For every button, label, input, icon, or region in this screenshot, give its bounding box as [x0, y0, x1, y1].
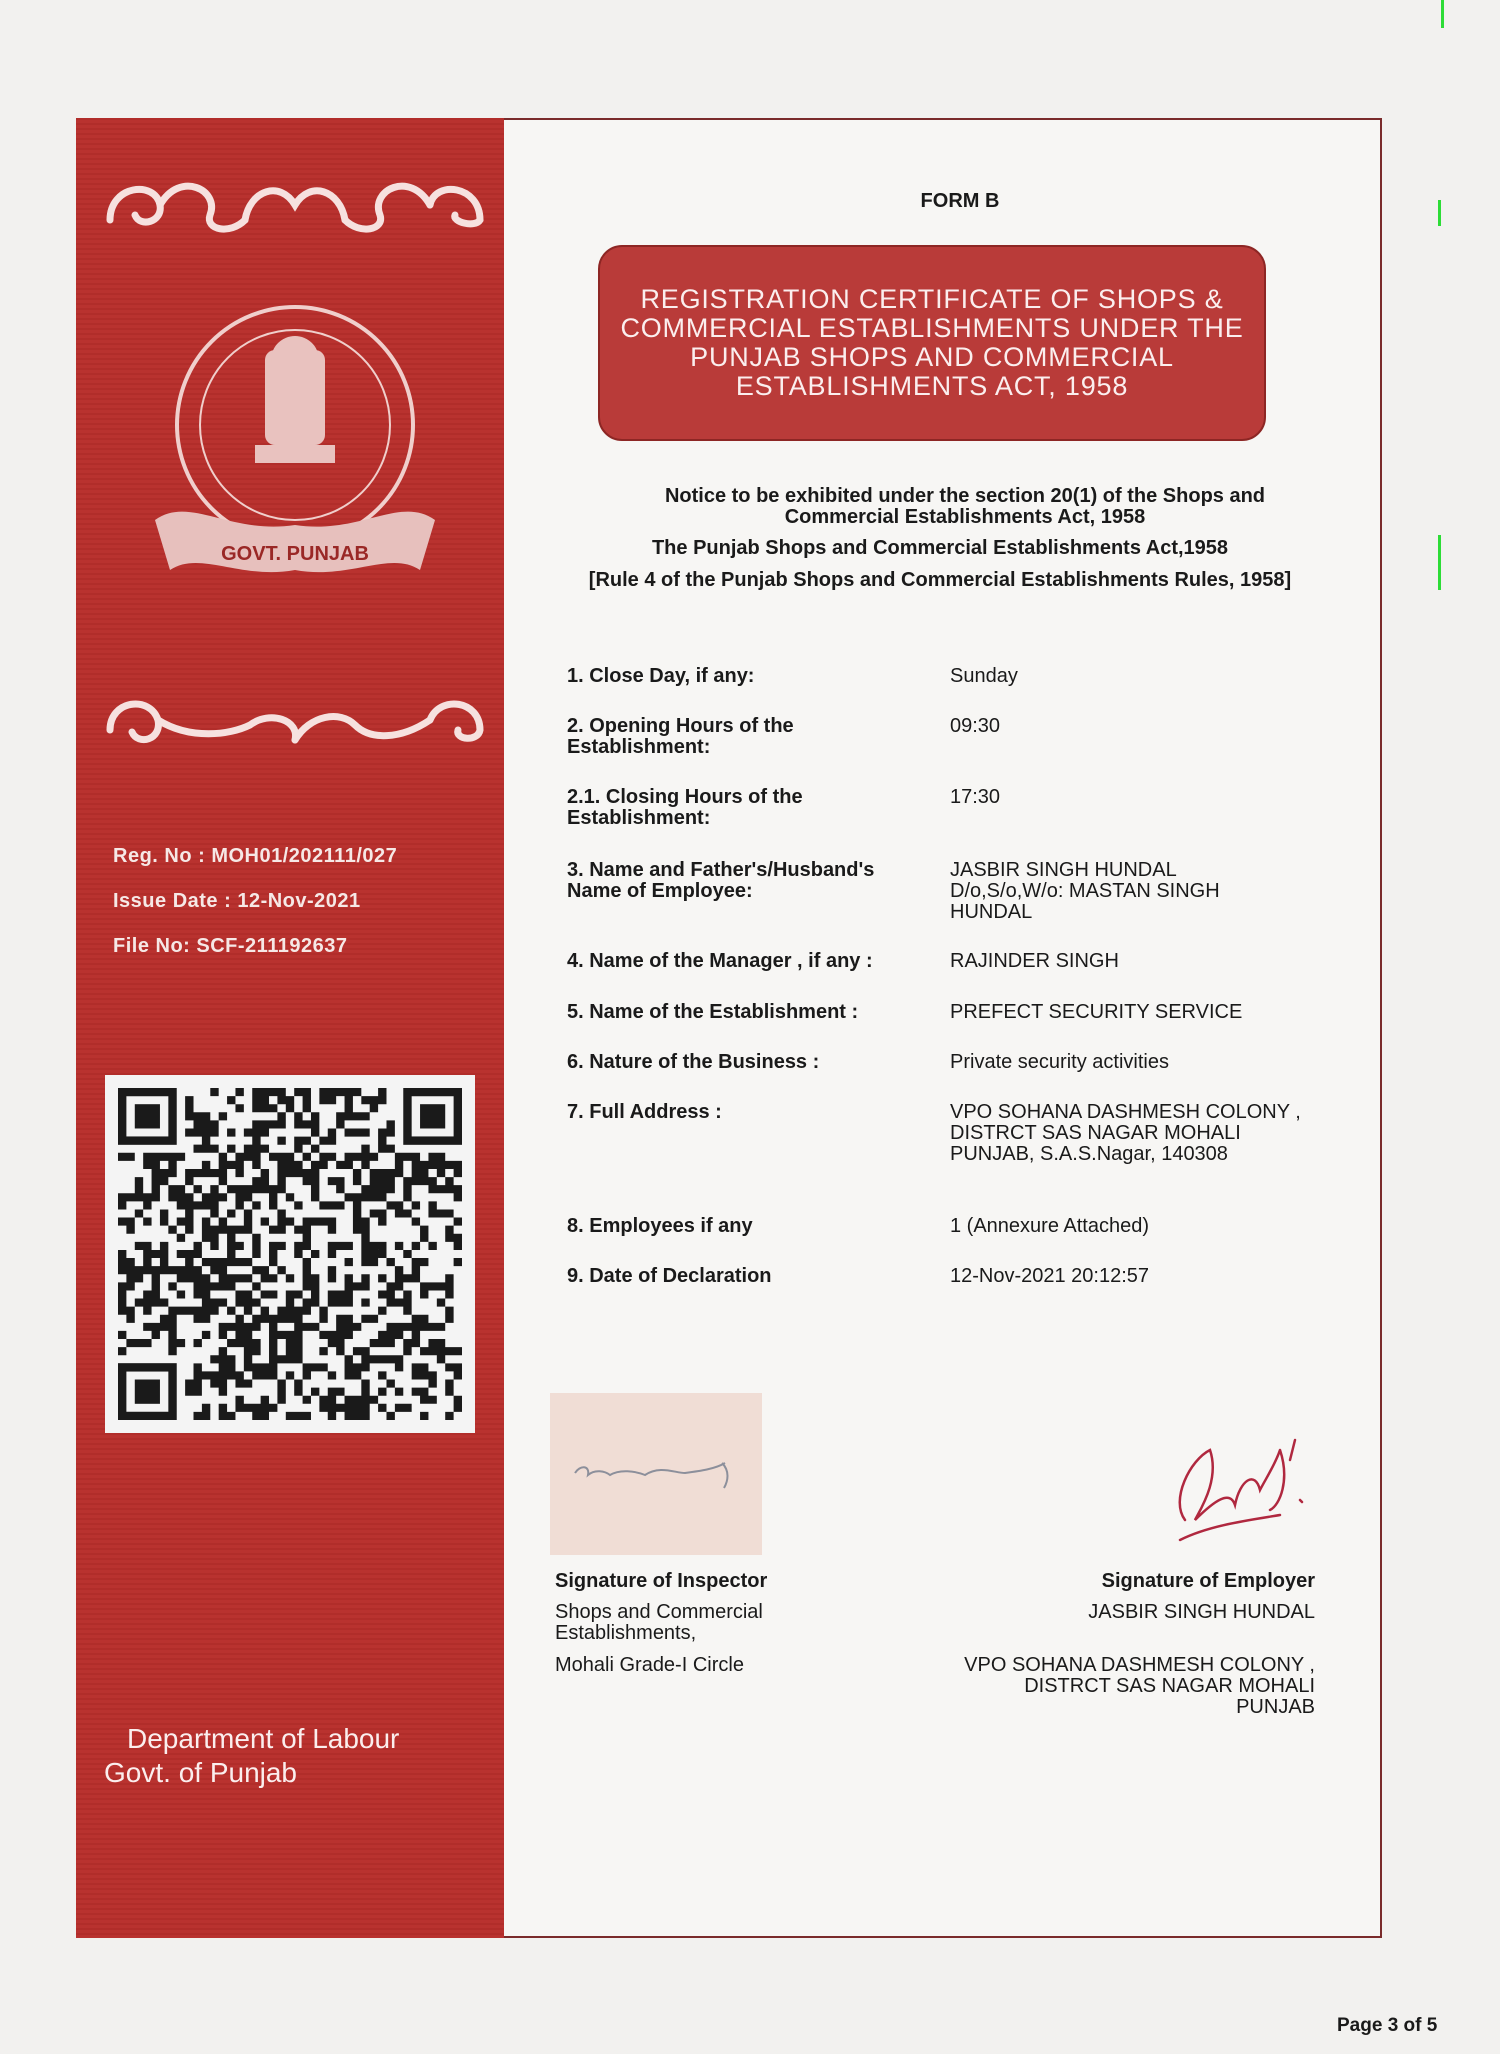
notice-text: Notice to be exhibited under the section 20(1) of the Shops and Commercial Establishments Act, 1958: [664, 485, 1266, 528]
employer-heading: Signature of Employer: [1101, 1570, 1315, 1592]
employer-signature-icon: [1140, 1420, 1320, 1550]
row-value: 09:30: [950, 715, 1001, 737]
row-label: 7. Full Address :: [567, 1101, 722, 1123]
file-no: File No: SCF-211192637: [113, 935, 348, 957]
row-label: 3. Name and Father's/Husband's Name of Employee:: [567, 859, 875, 902]
row-label: 5. Name of the Establishment :: [567, 1001, 859, 1023]
row-value: RAJINDER SINGH: [950, 950, 1119, 972]
row-value: 1 (Annexure Attached): [950, 1215, 1150, 1237]
qr-finder: [122, 1092, 172, 1141]
inspector-line2: Mohali Grade-I Circle: [555, 1654, 744, 1676]
middle-ornament-icon: [100, 680, 490, 780]
inspector-signature-icon: [550, 1393, 762, 1555]
row-value: JASBIR SINGH HUNDAL D/o,S/o,W/o: MASTAN SINGH HUNDAL: [950, 859, 1220, 923]
reg-no: Reg. No : MOH01/202111/027: [113, 845, 398, 867]
row-label: 2.1. Closing Hours of the Establishment:: [567, 786, 803, 829]
inspector-signature-stamp: [550, 1393, 762, 1555]
row-label: 2. Opening Hours of the Establishment:: [567, 715, 794, 758]
row-value: 12-Nov-2021 20:12:57: [950, 1265, 1150, 1287]
qr-code: [105, 1075, 475, 1433]
qr-finder: [407, 1092, 457, 1141]
govt-punjab-emblem-icon: [150, 290, 440, 610]
row-label: 4. Name of the Manager , if any :: [567, 950, 873, 972]
scan-mark: [1441, 0, 1444, 28]
svg-text:GOVT. PUNJAB: GOVT. PUNJAB: [221, 543, 369, 565]
department-line: Department of Labour: [127, 1723, 400, 1754]
row-value: Private security activities: [950, 1051, 1169, 1073]
page-number: Page 3 of 5: [1337, 2015, 1438, 2036]
form-label: FORM B: [920, 190, 1000, 212]
inspector-line1: Shops and Commercial Establishments,: [555, 1601, 763, 1644]
government-line: Govt. of Punjab: [104, 1757, 298, 1788]
employer-address: VPO SOHANA DASHMESH COLONY , DISTRCT SAS NAGAR MOHALI PUNJAB: [964, 1654, 1315, 1718]
row-value: Sunday: [950, 665, 1018, 687]
scan-mark: [1438, 200, 1441, 226]
row-value: VPO SOHANA DASHMESH COLONY , DISTRCT SAS NAGAR MOHALI PUNJAB, S.A.S.Nagar, 140308: [950, 1101, 1301, 1165]
row-label: 9. Date of Declaration: [567, 1265, 772, 1287]
inspector-heading: Signature of Inspector: [555, 1570, 768, 1592]
row-label: 1. Close Day, if any:: [567, 665, 755, 687]
rule-text: [Rule 4 of the Punjab Shops and Commercial Establishments Rules, 1958]: [588, 569, 1292, 591]
row-value: 17:30: [950, 786, 1001, 808]
qr-code-icon: [118, 1088, 462, 1420]
issue-date: Issue Date : 12-Nov-2021: [113, 890, 361, 912]
act-text: The Punjab Shops and Commercial Establishments Act,1958: [651, 537, 1229, 559]
certificate-title-box: [598, 245, 1266, 441]
row-value: PREFECT SECURITY SERVICE: [950, 1001, 1243, 1023]
row-label: 6. Nature of the Business :: [567, 1051, 820, 1073]
scan-mark: [1438, 535, 1441, 590]
employer-name: JASBIR SINGH HUNDAL: [1088, 1601, 1315, 1623]
qr-finder: [122, 1367, 172, 1416]
row-label: 8. Employees if any: [567, 1215, 753, 1237]
certificate-title: REGISTRATION CERTIFICATE OF SHOPS & COMMERCIAL ESTABLISHMENTS UNDER THE PUNJAB SHOPS AND COMMERCIAL ESTABLISHMENTS ACT, 1958: [620, 284, 1244, 401]
